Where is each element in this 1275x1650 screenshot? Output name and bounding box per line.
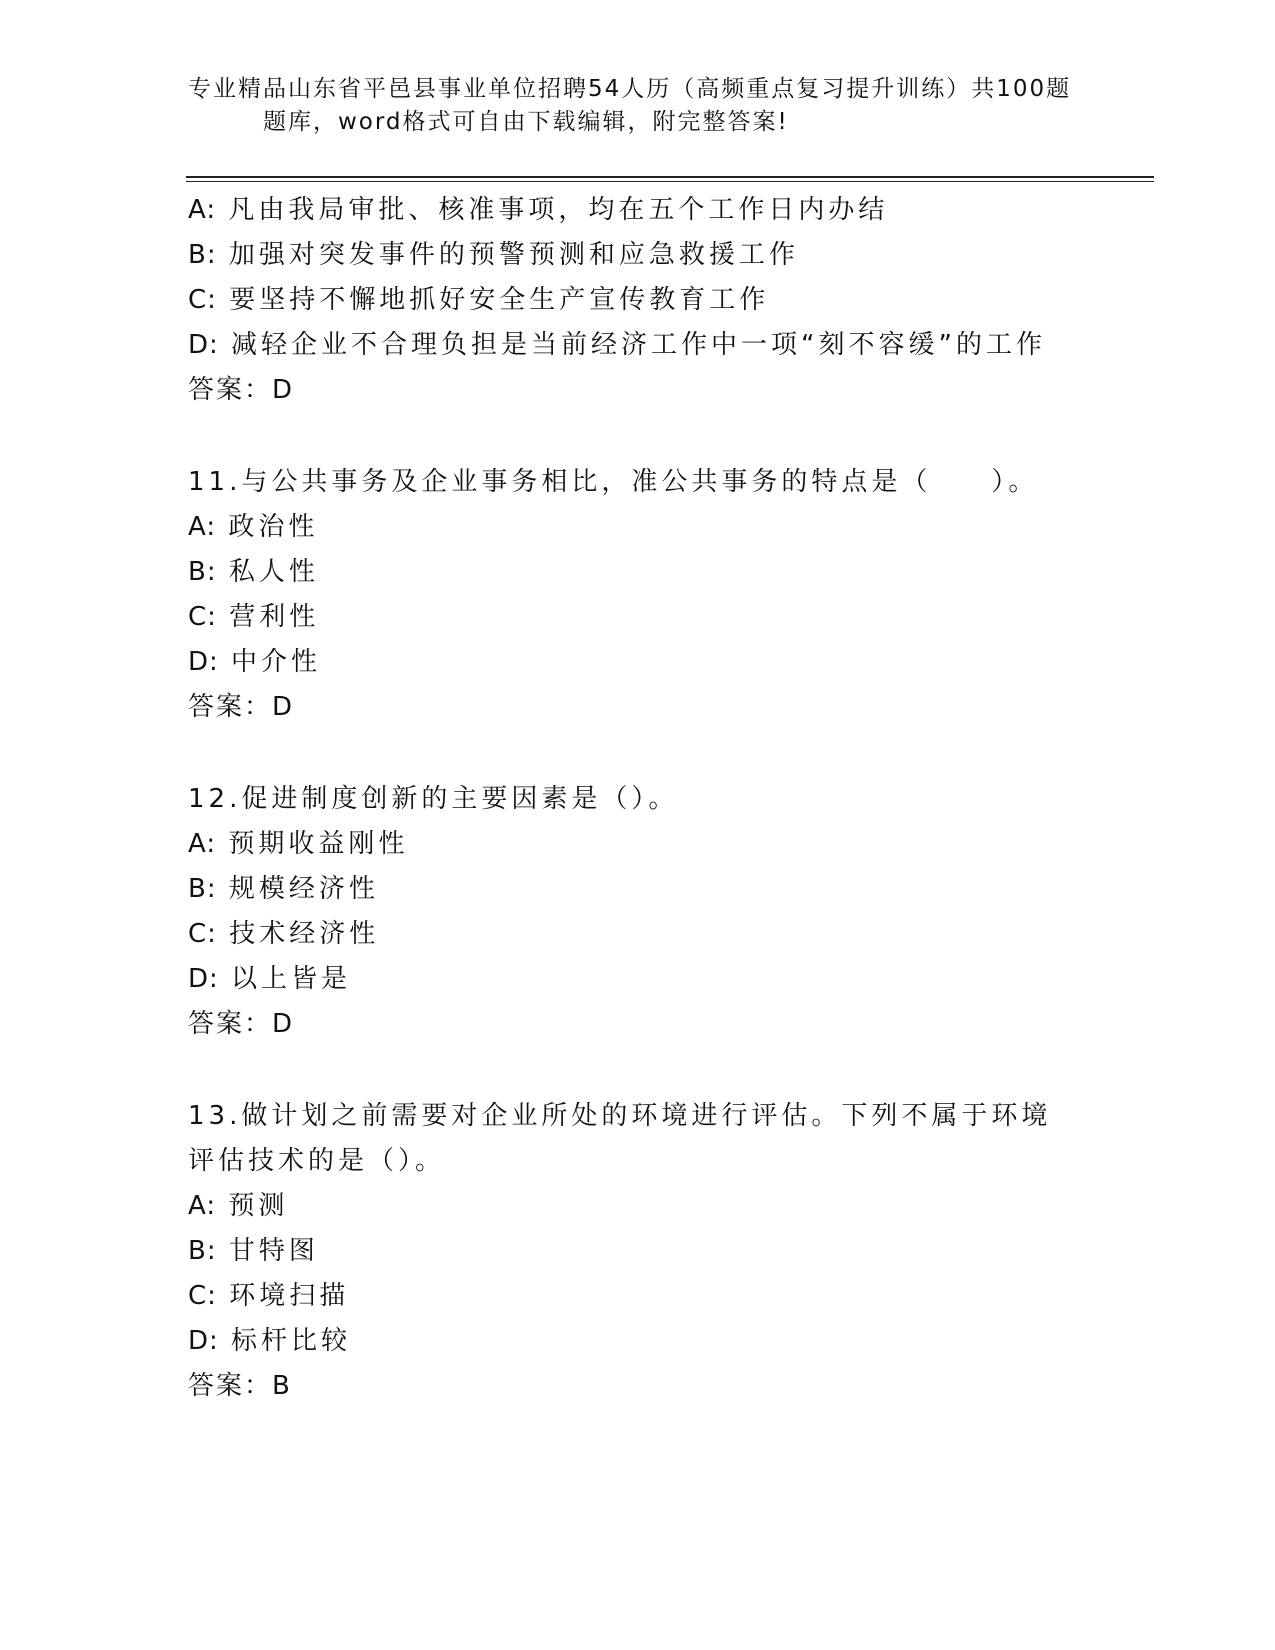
- document-title-line-2: 题库，word格式可自由下载编辑，附完整答案!: [263, 109, 789, 135]
- option-a: A: 政治性: [188, 512, 319, 542]
- spacer: [188, 1047, 1088, 1094]
- option-c: C: 营利性: [188, 602, 320, 632]
- option-b: B: 甘特图: [188, 1236, 319, 1266]
- answer-line: 答案：D: [188, 375, 295, 405]
- option-a: A: 预测: [188, 1191, 289, 1221]
- question-content: [188, 188, 1088, 1409]
- header-divider-thin: [186, 181, 1154, 182]
- option-a: A: 预期收益刚性: [188, 829, 409, 859]
- answer-line: 答案：D: [188, 692, 295, 722]
- question-12-block: [188, 777, 1088, 1047]
- option-d: D: 减轻企业不合理负担是当前经济工作中一项“刻不容缓”的工作: [188, 330, 1046, 360]
- answer-line: 答案：D: [188, 1009, 295, 1039]
- option-b: B: 私人性: [188, 557, 319, 587]
- question-11-block: [188, 460, 1088, 730]
- option-d: D: 标杆比较: [188, 1326, 352, 1356]
- option-a: A: 凡由我局审批、核准事项，均在五个工作日内办结: [188, 195, 889, 225]
- header-divider-thick: [186, 176, 1154, 178]
- spacer: [188, 730, 1088, 777]
- option-c: C: 环境扫描: [188, 1281, 350, 1311]
- question-stem: 11.与公共事务及企业事务相比，准公共事务的特点是（ ）。: [188, 467, 1039, 497]
- spacer: [188, 413, 1088, 460]
- prev-question-block: [188, 188, 1088, 413]
- question-13-block: [188, 1094, 1088, 1409]
- option-d: D: 中介性: [188, 647, 322, 677]
- option-b: B: 加强对突发事件的预警预测和应急救援工作: [188, 240, 799, 270]
- question-stem: 13.做计划之前需要对企业所处的环境进行评估。下列不属于环境评估技术的是（）。: [188, 1101, 1052, 1176]
- document-header: [0, 0, 1275, 140]
- option-c: C: 要坚持不懈地抓好安全生产宣传教育工作: [188, 285, 770, 315]
- option-c: C: 技术经济性: [188, 919, 380, 949]
- question-stem: 12.促进制度创新的主要因素是（）。: [188, 784, 679, 814]
- answer-line: 答案：B: [188, 1371, 292, 1401]
- document-title-line-1: 专业精品山东省平邑县事业单位招聘54人历（高频重点复习提升训练）共100题: [188, 76, 1072, 102]
- option-b: B: 规模经济性: [188, 874, 379, 904]
- option-d: D: 以上皆是: [188, 964, 352, 994]
